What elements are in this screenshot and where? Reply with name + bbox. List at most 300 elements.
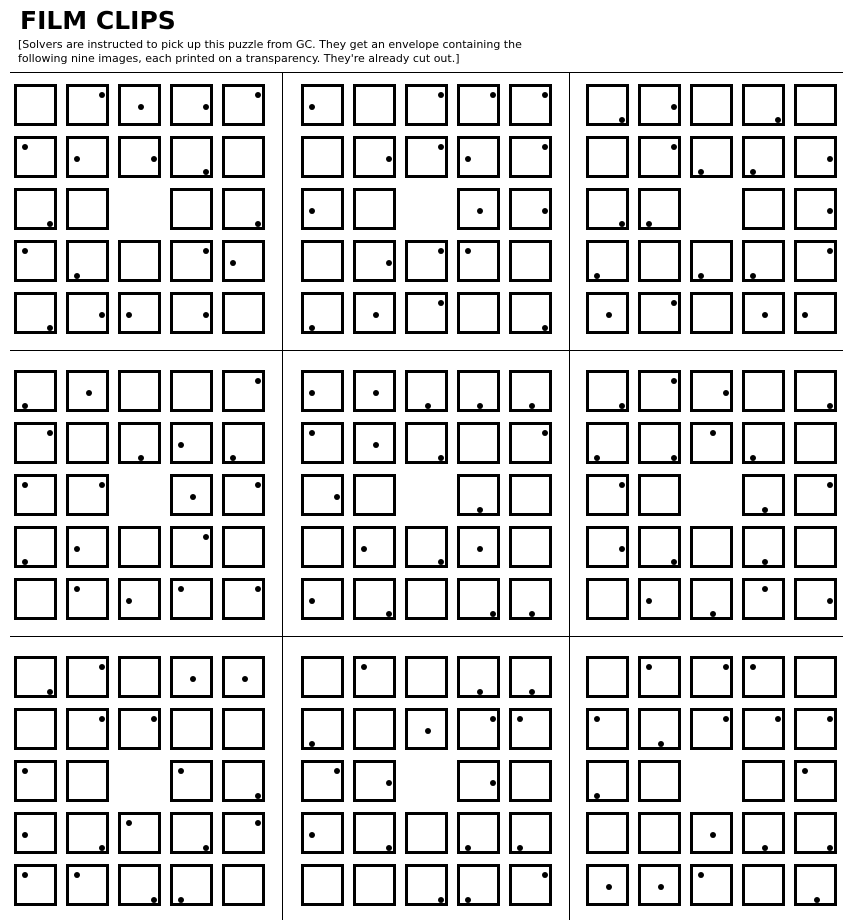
frame-dot <box>334 494 340 500</box>
frame-dot <box>255 793 261 799</box>
film-frame <box>638 292 681 334</box>
film-frame <box>638 422 681 464</box>
frame-dot <box>203 845 209 851</box>
frame-dot <box>178 897 184 903</box>
film-frame <box>118 422 161 464</box>
film-frame <box>509 760 552 802</box>
film-frame <box>301 136 344 178</box>
film-frame <box>118 864 161 906</box>
film-frame <box>586 422 629 464</box>
frame-dot <box>490 716 496 722</box>
frame-dot <box>255 820 261 826</box>
frame-dot <box>178 442 184 448</box>
frame-dot <box>814 897 820 903</box>
film-frame <box>794 656 837 698</box>
film-frame <box>170 656 213 698</box>
film-frame <box>586 656 629 698</box>
frame-dot <box>309 208 315 214</box>
frame-dot <box>762 559 768 565</box>
film-frame <box>353 474 396 516</box>
frame-dot <box>710 430 716 436</box>
film-frame <box>14 812 57 854</box>
film-frame <box>509 864 552 906</box>
film-frame <box>457 708 500 750</box>
film-frame <box>170 812 213 854</box>
film-frame <box>690 526 733 568</box>
film-frame <box>586 708 629 750</box>
frame-dot <box>802 312 808 318</box>
frame-dot <box>22 403 28 409</box>
film-frame <box>742 370 785 412</box>
film-frame <box>353 136 396 178</box>
film-frame <box>170 708 213 750</box>
frame-dot <box>151 716 157 722</box>
film-frame <box>222 188 265 230</box>
frame-dot <box>619 546 625 552</box>
frame-dot <box>138 455 144 461</box>
film-frame <box>66 656 109 698</box>
film-frame <box>586 188 629 230</box>
frame-dot <box>47 689 53 695</box>
frame-dot <box>671 559 677 565</box>
frame-dot <box>151 156 157 162</box>
film-frame <box>14 136 57 178</box>
frame-dot <box>22 144 28 150</box>
film-frame <box>405 812 448 854</box>
film-frame <box>14 760 57 802</box>
film-frame <box>794 240 837 282</box>
frame-dot <box>309 325 315 331</box>
film-frame <box>586 136 629 178</box>
frame-dot <box>465 248 471 254</box>
film-frame <box>353 526 396 568</box>
frame-dot <box>309 104 315 110</box>
frame-dot <box>230 455 236 461</box>
film-frame <box>170 760 213 802</box>
film-frame <box>118 370 161 412</box>
frame-dot <box>477 208 483 214</box>
frame-dot <box>47 325 53 331</box>
film-frame <box>353 370 396 412</box>
frame-dot <box>542 208 548 214</box>
frame-dot <box>203 312 209 318</box>
film-frame <box>170 136 213 178</box>
film-frame <box>222 240 265 282</box>
film-frame <box>794 708 837 750</box>
frame-dot <box>178 768 184 774</box>
frame-dot <box>178 586 184 592</box>
divider-row-2 <box>10 636 843 637</box>
film-frame <box>353 812 396 854</box>
frame-dot <box>309 741 315 747</box>
frame-dot <box>671 104 677 110</box>
frame-dot <box>22 832 28 838</box>
frame-dot <box>646 664 652 670</box>
film-frame <box>14 188 57 230</box>
frame-dot <box>386 260 392 266</box>
divider-col-1 <box>282 72 283 920</box>
frame-dot <box>762 586 768 592</box>
film-frame <box>405 422 448 464</box>
frame-dot <box>74 872 80 878</box>
film-frame <box>66 188 109 230</box>
divider-row-1 <box>10 350 843 351</box>
film-frame <box>457 422 500 464</box>
frame-dot <box>529 611 535 617</box>
film-frame <box>118 526 161 568</box>
film-frame <box>638 84 681 126</box>
film-frame <box>690 292 733 334</box>
film-frame <box>405 84 448 126</box>
film-frame <box>353 188 396 230</box>
film-frame <box>638 708 681 750</box>
frame-dot <box>723 390 729 396</box>
frame-dot <box>517 845 523 851</box>
film-frame <box>66 760 109 802</box>
film-frame <box>509 578 552 620</box>
film-frame <box>457 578 500 620</box>
film-frame <box>353 656 396 698</box>
film-frame <box>170 422 213 464</box>
frame-dot <box>361 546 367 552</box>
film-frame <box>405 240 448 282</box>
film-frame <box>66 136 109 178</box>
film-frame <box>509 370 552 412</box>
film-frame <box>794 292 837 334</box>
film-frame <box>405 864 448 906</box>
film-frame <box>586 474 629 516</box>
film-frame <box>66 526 109 568</box>
frame-dot <box>373 312 379 318</box>
frame-dot <box>490 611 496 617</box>
film-frame <box>170 292 213 334</box>
frame-dot <box>74 586 80 592</box>
film-frame <box>509 656 552 698</box>
film-frame <box>353 422 396 464</box>
film-frame <box>690 240 733 282</box>
film-frame <box>509 474 552 516</box>
film-frame <box>405 578 448 620</box>
frame-dot <box>99 845 105 851</box>
film-frame <box>353 760 396 802</box>
frame-dot <box>594 455 600 461</box>
film-frame <box>301 188 344 230</box>
film-frame <box>14 526 57 568</box>
film-frame <box>353 864 396 906</box>
frame-dot <box>126 598 132 604</box>
film-frame <box>457 760 500 802</box>
frame-dot <box>309 598 315 604</box>
film-frame <box>457 136 500 178</box>
frame-dot <box>542 872 548 878</box>
frame-dot <box>698 169 704 175</box>
film-frame <box>690 370 733 412</box>
film-frame <box>301 812 344 854</box>
frame-dot <box>386 845 392 851</box>
frame-dot <box>86 390 92 396</box>
film-frame <box>118 708 161 750</box>
film-frame <box>170 474 213 516</box>
frame-dot <box>438 92 444 98</box>
film-frame <box>66 474 109 516</box>
frame-dot <box>203 534 209 540</box>
frame-dot <box>465 897 471 903</box>
frame-dot <box>619 482 625 488</box>
film-frame <box>638 656 681 698</box>
film-frame <box>170 188 213 230</box>
frame-dot <box>425 728 431 734</box>
frame-dot <box>309 832 315 838</box>
film-frame <box>638 188 681 230</box>
film-frame <box>66 370 109 412</box>
frame-dot <box>775 716 781 722</box>
film-frame <box>301 656 344 698</box>
frame-dot <box>594 716 600 722</box>
frame-dot <box>438 144 444 150</box>
film-frame <box>742 292 785 334</box>
film-frame <box>509 240 552 282</box>
frame-dot <box>22 248 28 254</box>
film-frame <box>170 84 213 126</box>
frame-dot <box>750 664 756 670</box>
divider-col-2 <box>569 72 570 920</box>
frame-dot <box>47 221 53 227</box>
frame-dot <box>529 403 535 409</box>
film-frame <box>301 84 344 126</box>
frame-dot <box>334 768 340 774</box>
film-frame <box>690 422 733 464</box>
frame-dot <box>126 312 132 318</box>
film-frame <box>509 136 552 178</box>
film-frame <box>170 370 213 412</box>
film-frame <box>742 760 785 802</box>
film-frame <box>586 240 629 282</box>
frame-dot <box>190 494 196 500</box>
film-frame <box>222 136 265 178</box>
film-frame <box>794 812 837 854</box>
frame-dot <box>151 897 157 903</box>
frame-dot <box>203 248 209 254</box>
film-frame <box>457 240 500 282</box>
frame-dot <box>827 716 833 722</box>
film-frame <box>66 292 109 334</box>
film-frame <box>405 708 448 750</box>
film-frame <box>742 136 785 178</box>
film-frame <box>690 136 733 178</box>
film-frame <box>586 812 629 854</box>
frame-dot <box>827 403 833 409</box>
frame-dot <box>775 117 781 123</box>
film-frame <box>586 578 629 620</box>
frame-dot <box>22 872 28 878</box>
frame-dot <box>477 403 483 409</box>
film-frame <box>742 84 785 126</box>
frame-dot <box>671 144 677 150</box>
frame-dot <box>190 676 196 682</box>
film-frame <box>118 656 161 698</box>
film-frame <box>222 864 265 906</box>
frame-dot <box>373 442 379 448</box>
frame-dot <box>619 403 625 409</box>
frame-dot <box>490 780 496 786</box>
film-frame <box>638 864 681 906</box>
film-frame <box>457 526 500 568</box>
instructions-text: [Solvers are instructed to pick up this puzzle from GC. They get an envelope containing the following nine images, each printed on a transparency. They're already cut out.] <box>18 38 522 65</box>
frame-dot <box>762 845 768 851</box>
film-frame <box>457 188 500 230</box>
frame-dot <box>22 768 28 774</box>
film-frame <box>353 578 396 620</box>
frame-dot <box>22 482 28 488</box>
film-frame <box>222 84 265 126</box>
film-frame <box>118 136 161 178</box>
film-frame <box>118 84 161 126</box>
frame-dot <box>827 156 833 162</box>
divider-top <box>10 72 843 73</box>
film-frame <box>509 292 552 334</box>
film-frame <box>66 708 109 750</box>
frame-dot <box>698 872 704 878</box>
frame-dot <box>386 156 392 162</box>
frame-dot <box>827 248 833 254</box>
film-frame <box>457 812 500 854</box>
frame-dot <box>465 845 471 851</box>
frame-dot <box>255 378 261 384</box>
film-frame <box>742 240 785 282</box>
film-frame <box>66 864 109 906</box>
frame-dot <box>255 482 261 488</box>
frame-dot <box>438 455 444 461</box>
frame-dot <box>658 741 664 747</box>
film-frame <box>794 422 837 464</box>
film-frame <box>794 474 837 516</box>
frame-dot <box>723 716 729 722</box>
film-frame <box>509 526 552 568</box>
film-frame <box>66 422 109 464</box>
film-frame <box>222 292 265 334</box>
film-frame <box>586 760 629 802</box>
film-frame <box>301 422 344 464</box>
film-frame <box>14 84 57 126</box>
frame-dot <box>646 598 652 604</box>
frame-dot <box>425 403 431 409</box>
film-frame <box>222 578 265 620</box>
film-frame <box>509 422 552 464</box>
film-frame <box>301 474 344 516</box>
film-frame <box>353 292 396 334</box>
frame-dot <box>658 884 664 890</box>
film-frame <box>66 812 109 854</box>
film-frame <box>222 474 265 516</box>
film-frame <box>353 84 396 126</box>
frame-dot <box>750 273 756 279</box>
frame-dot <box>542 430 548 436</box>
frame-dot <box>723 664 729 670</box>
frame-dot <box>606 884 612 890</box>
frame-dot <box>477 507 483 513</box>
frame-dot <box>671 455 677 461</box>
film-frame <box>690 578 733 620</box>
frame-dot <box>373 390 379 396</box>
frame-dot <box>529 689 535 695</box>
film-frame <box>794 864 837 906</box>
film-frame <box>457 292 500 334</box>
film-frame <box>742 578 785 620</box>
film-frame <box>586 370 629 412</box>
film-frame <box>301 526 344 568</box>
film-frame <box>301 370 344 412</box>
frame-dot <box>477 546 483 552</box>
film-frame <box>742 474 785 516</box>
frame-dot <box>255 221 261 227</box>
frame-dot <box>203 169 209 175</box>
frame-dot <box>710 832 716 838</box>
film-frame <box>638 812 681 854</box>
frame-dot <box>126 820 132 826</box>
film-frame <box>509 812 552 854</box>
frame-dot <box>619 221 625 227</box>
frame-dot <box>22 559 28 565</box>
frame-dot <box>827 208 833 214</box>
film-frame <box>586 292 629 334</box>
film-frame <box>742 812 785 854</box>
film-frame <box>353 240 396 282</box>
frame-dot <box>255 586 261 592</box>
frame-dot <box>438 300 444 306</box>
frame-dot <box>99 664 105 670</box>
film-frame <box>690 864 733 906</box>
frame-dot <box>698 273 704 279</box>
film-frame <box>301 240 344 282</box>
film-frame <box>118 578 161 620</box>
frame-dot <box>619 117 625 123</box>
film-frame <box>586 526 629 568</box>
film-frame <box>222 812 265 854</box>
film-frame <box>14 370 57 412</box>
frame-dot <box>671 378 677 384</box>
film-frame <box>586 84 629 126</box>
frame-dot <box>74 156 80 162</box>
frame-dot <box>827 482 833 488</box>
film-frame <box>509 188 552 230</box>
film-frame <box>742 422 785 464</box>
film-frame <box>118 292 161 334</box>
film-frame <box>14 422 57 464</box>
film-frame <box>794 760 837 802</box>
film-frame <box>794 136 837 178</box>
film-frame <box>222 422 265 464</box>
film-frame <box>14 656 57 698</box>
frame-dot <box>802 768 808 774</box>
frame-dot <box>438 559 444 565</box>
frame-dot <box>465 156 471 162</box>
frame-dot <box>750 169 756 175</box>
film-frame <box>405 136 448 178</box>
film-frame <box>690 708 733 750</box>
film-frame <box>14 578 57 620</box>
film-frame <box>509 708 552 750</box>
film-frame <box>509 84 552 126</box>
film-frame <box>301 578 344 620</box>
film-frame <box>638 760 681 802</box>
film-frame <box>690 656 733 698</box>
film-frame <box>301 864 344 906</box>
frame-dot <box>750 455 756 461</box>
film-frame <box>14 240 57 282</box>
film-frame <box>301 760 344 802</box>
frame-dot <box>762 507 768 513</box>
frame-dot <box>138 104 144 110</box>
